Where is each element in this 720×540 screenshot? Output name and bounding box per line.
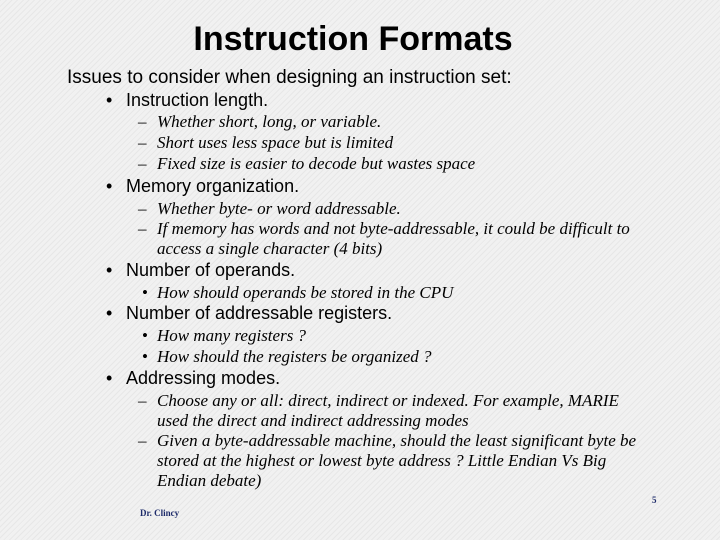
bullet-marker: • — [106, 303, 113, 323]
sub-item — [142, 283, 647, 303]
sub-item-text: If memory has words and not byte-addressable, it could be difficult to access a single character (4 bits) — [157, 219, 630, 258]
sub-item — [142, 347, 647, 367]
bullet-marker: • — [106, 176, 113, 196]
sub-item-text: Whether byte- or word addressable. — [157, 199, 401, 218]
sub-item-text: How should operands be stored in the CPU — [157, 283, 454, 302]
section-heading-text: Instruction length. — [126, 90, 269, 110]
dash-marker: – — [138, 154, 147, 173]
section-heading-text: Number of operands. — [126, 260, 296, 280]
sub-item-text: Fixed size is easier to decode but wastes space — [157, 154, 476, 173]
page-number: 5 — [652, 495, 657, 505]
section-heading-memory-organization — [106, 175, 300, 197]
sub-item-text: Given a byte-addressable machine, should the least significant byte be stored at the highest or lowest byte address ? Little Endian Vs Big Endian debate) — [157, 431, 637, 490]
bullet-marker: • — [142, 283, 148, 302]
bullet-marker: • — [106, 90, 113, 110]
dash-marker: – — [138, 112, 147, 131]
sub-item — [138, 154, 647, 174]
bullet-marker: • — [106, 368, 113, 388]
sub-item-text: How should the registers be organized ? — [157, 347, 432, 366]
bullet-marker: • — [106, 260, 113, 280]
section-heading-text: Memory organization. — [126, 176, 300, 196]
section-heading-text: Number of addressable registers. — [126, 303, 393, 323]
dash-marker: – — [138, 219, 147, 238]
sub-item — [138, 219, 647, 259]
dash-marker: – — [138, 431, 147, 450]
sub-item — [142, 326, 647, 346]
section-heading-text: Addressing modes. — [126, 368, 281, 388]
sub-item-text: Whether short, long, or variable. — [157, 112, 382, 131]
intro-text: Issues to consider when designing an instruction set: — [67, 67, 512, 88]
sub-item-text: Short uses less space but is limited — [157, 133, 394, 152]
sub-item-text: How many registers ? — [157, 326, 307, 345]
dash-marker: – — [138, 199, 147, 218]
bullet-marker: • — [142, 347, 148, 366]
section-heading-number-of-operands — [106, 259, 296, 281]
section-heading-instruction-length — [106, 89, 269, 111]
sub-item — [138, 112, 647, 132]
dash-marker: – — [138, 133, 147, 152]
bullet-marker: • — [142, 326, 148, 345]
slide-title: Instruction Formats — [193, 20, 513, 58]
section-heading-addressing-modes — [106, 367, 281, 389]
footer-author: Dr. Clincy — [140, 508, 180, 518]
sub-item — [138, 431, 647, 491]
section-heading-addressable-registers — [106, 302, 393, 324]
sub-item — [138, 391, 647, 431]
dash-marker: – — [138, 391, 147, 410]
sub-item — [138, 199, 647, 219]
sub-item — [138, 133, 647, 153]
sub-item-text: Choose any or all: direct, indirect or indexed. For example, MARIE used the direct and indirect addressing modes — [157, 391, 619, 430]
